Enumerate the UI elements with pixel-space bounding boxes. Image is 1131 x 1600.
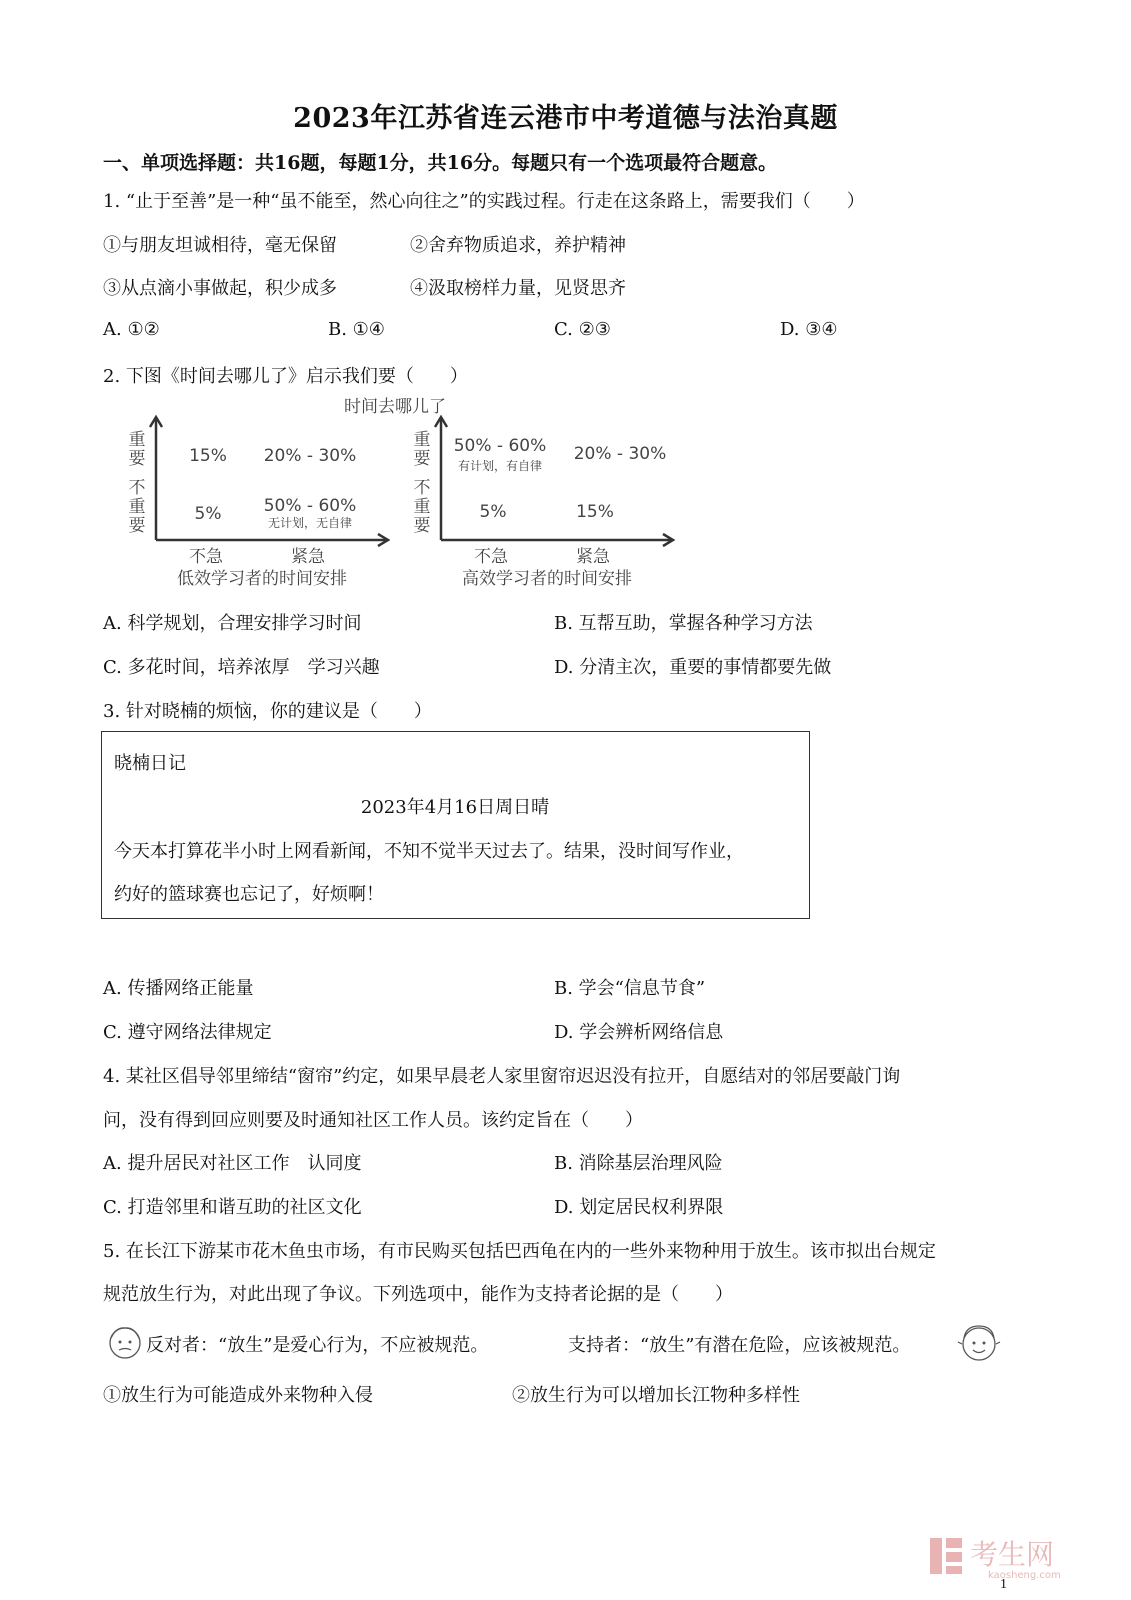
watermark-url: kaosheng.com — [988, 1570, 1061, 1580]
panel-1-ylabel-unimportant-char: 不 — [128, 478, 146, 498]
panel-1-note: 无计划，无自律 — [267, 516, 353, 530]
question-4-stem-line-1: 4. 某社区倡导邻里缔结“窗帘”约定，如果早晨老人家里窗帘迟迟没有拉开，自愿结对的邻居要敲门询 — [103, 1066, 901, 1087]
q5-item-1: ①放生行为可能造成外来物种入侵 — [103, 1385, 373, 1406]
question-1-stem: 1. “止于至善”是一种“虽不能至，然心向往之”的实践过程。行走在这条路上，需要我们（ ） — [103, 191, 865, 212]
panel-2-caption: 高效学习者的时间安排 — [462, 569, 632, 589]
q5-item-2: ②放生行为可以增加长江物种多样性 — [512, 1385, 800, 1406]
panel-1-xlabel-not-urgent: 不急 — [189, 547, 223, 567]
diary-date: 2023年4月16日周日晴 — [360, 797, 550, 818]
q4-option-a[interactable]: A. 提升居民对社区工作 认同度 — [103, 1153, 362, 1174]
question-5-stem-line-2: 规范放生行为，对此出现了争议。下列选项中，能作为支持者论据的是（ ） — [103, 1284, 733, 1305]
q4-option-d[interactable]: D. 划定居民权利界限 — [554, 1197, 724, 1218]
diary-title: 晓楠日记 — [114, 753, 186, 774]
q4-option-c[interactable]: C. 打造邻里和谐互助的社区文化 — [103, 1197, 362, 1218]
diary-line-1: 今天本打算花半小时上网看新闻，不知不觉半天过去了。结果，没时间写作业， — [114, 841, 744, 862]
question-2-stem: 2. 下图《时间去哪儿了》启示我们要（ ） — [103, 366, 468, 387]
page-title: 2023年江苏省连云港市中考道德与法治真题 — [293, 103, 838, 134]
kaosheng-watermark — [928, 1534, 1088, 1580]
kaosheng-logo-icon — [930, 1538, 962, 1574]
panel-1-cell-important-not-urgent: 15% — [189, 446, 227, 466]
panel-2-cell-unimportant-not-urgent: 5% — [479, 502, 507, 522]
panel-2-ylabel-important-char: 重 — [413, 430, 431, 450]
q1-item-3: ③从点滴小事做起，积少成多 — [103, 278, 337, 299]
panel-1-caption: 低效学习者的时间安排 — [177, 569, 347, 589]
opponent-face-icon — [104, 1322, 146, 1362]
q2-option-b[interactable]: B. 互帮互助，掌握各种学习方法 — [554, 613, 813, 634]
panel-1-ylabel-unimportant-char: 要 — [128, 516, 146, 536]
panel-1-cell-unimportant-urgent: 50% - 60% — [263, 496, 357, 516]
q1-option-c[interactable]: C. ②③ — [554, 319, 611, 340]
opponent-statement: 反对者：“放生”是爱心行为，不应被规范。 — [146, 1335, 489, 1356]
q2-option-c[interactable]: C. 多花时间，培养浓厚 学习兴趣 — [103, 657, 380, 678]
q1-item-2: ②舍弃物质追求，养护精神 — [410, 235, 626, 256]
page-number: 1 — [1000, 1577, 1007, 1592]
time-chart — [120, 393, 680, 593]
panel-2-ylabel-important-char: 要 — [413, 449, 431, 469]
question-3-stem: 3. 针对晓楠的烦恼，你的建议是（ ） — [103, 701, 432, 722]
q1-option-d[interactable]: D. ③④ — [780, 319, 838, 340]
q3-option-a[interactable]: A. 传播网络正能量 — [103, 978, 254, 999]
q1-item-1: ①与朋友坦诚相待，毫无保留 — [103, 235, 337, 256]
supporter-statement: 支持者：“放生”有潜在危险，应该被规范。 — [568, 1335, 911, 1356]
q3-option-c[interactable]: C. 遵守网络法律规定 — [103, 1022, 272, 1043]
panel-2-xlabel-urgent: 紧急 — [576, 547, 610, 567]
panel-1-cell-unimportant-not-urgent: 5% — [194, 504, 222, 524]
question-5-stem-line-1: 5. 在长江下游某市花木鱼虫市场，有市民购买包括巴西龟在内的一些外来物种用于放生。该市拟出台规定 — [103, 1241, 936, 1262]
panel-1-ylabel-unimportant-char: 重 — [128, 497, 146, 517]
q2-option-d[interactable]: D. 分清主次，重要的事情都要先做 — [554, 657, 832, 678]
panel-2-xlabel-not-urgent: 不急 — [474, 547, 508, 567]
question-4-stem-line-2: 问，没有得到回应则要及时通知社区工作人员。该约定旨在（ ） — [103, 1110, 643, 1131]
q1-item-4: ④汲取榜样力量，见贤思齐 — [410, 278, 626, 299]
q4-option-b[interactable]: B. 消除基层治理风险 — [554, 1153, 723, 1174]
q2-option-a[interactable]: A. 科学规划，合理安排学习时间 — [103, 613, 362, 634]
panel-2-ylabel-unimportant-char: 重 — [413, 497, 431, 517]
q3-option-b[interactable]: B. 学会“信息节食” — [554, 978, 706, 999]
panel-1-xlabel-urgent: 紧急 — [291, 547, 325, 567]
panel-1-ylabel-important-char: 要 — [128, 449, 146, 469]
watermark-brand: 考生网 — [970, 1538, 1055, 1571]
supporter-face-icon — [956, 1320, 1002, 1364]
q3-option-d[interactable]: D. 学会辨析网络信息 — [554, 1022, 724, 1043]
section-heading: 一、单项选择题：共16题，每题1分，共16分。每题只有一个选项最符合题意。 — [103, 152, 778, 174]
panel-2-ylabel-unimportant-char: 不 — [413, 478, 431, 498]
chart-title: 时间去哪儿了 — [344, 397, 446, 417]
panel-1-cell-important-urgent: 20% - 30% — [263, 446, 357, 466]
panel-2-cell-unimportant-urgent: 15% — [576, 502, 614, 522]
panel-2-note: 有计划，有自律 — [457, 459, 543, 473]
panel-2-ylabel-unimportant-char: 要 — [413, 516, 431, 536]
panel-2-cell-important-urgent: 20% - 30% — [573, 444, 667, 464]
diary-line-2: 约好的篮球赛也忘记了，好烦啊！ — [114, 884, 384, 905]
panel-2-cell-important-not-urgent: 50% - 60% — [453, 436, 547, 456]
panel-1-ylabel-important-char: 重 — [128, 430, 146, 450]
diary-box — [101, 731, 810, 919]
q1-option-a[interactable]: A. ①② — [103, 319, 160, 340]
q1-option-b[interactable]: B. ①④ — [328, 319, 385, 340]
